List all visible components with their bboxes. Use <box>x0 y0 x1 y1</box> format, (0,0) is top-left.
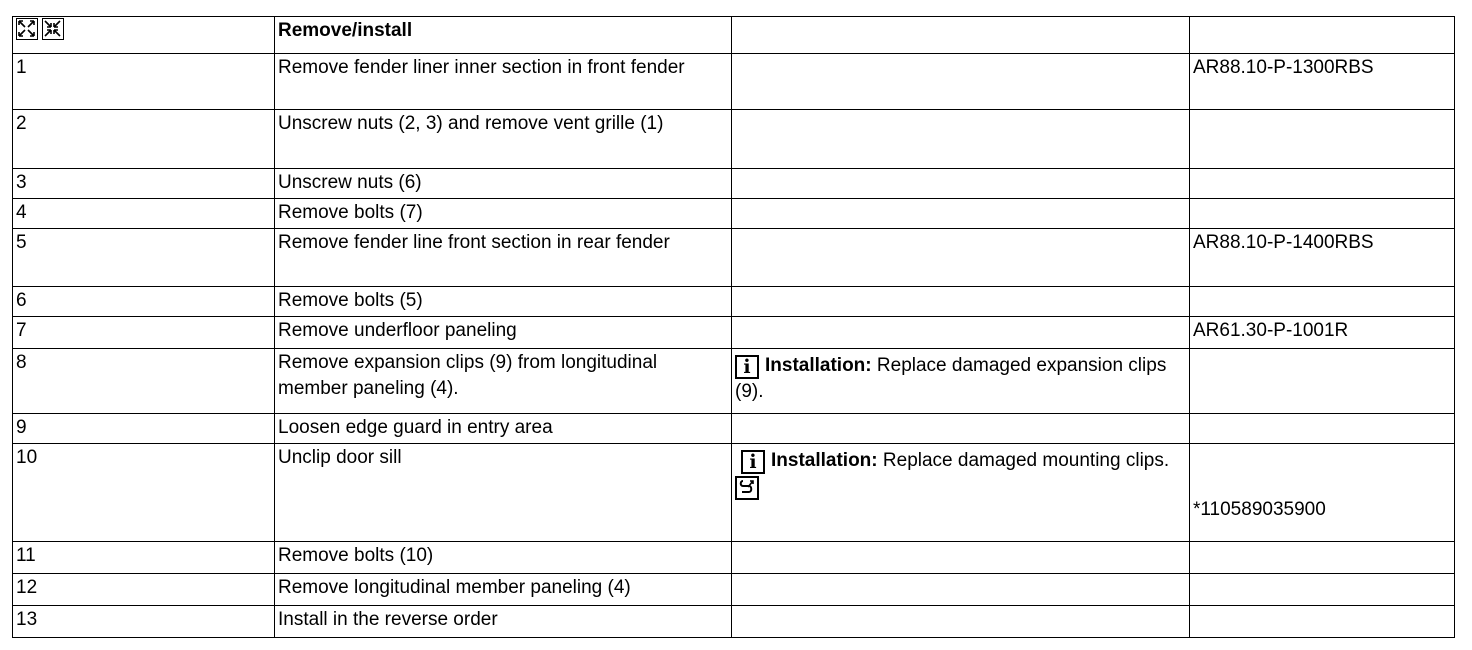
table-row <box>13 199 1455 229</box>
step-note <box>732 317 1190 349</box>
step-note <box>732 54 1190 110</box>
step-text: Remove fender liner inner section in front fender <box>275 54 732 110</box>
step-reference-link[interactable]: AR88.10-P-1400RBS <box>1190 229 1455 287</box>
step-text: Remove bolts (7) <box>275 199 732 229</box>
step-text: Unscrew nuts (2, 3) and remove vent grille (1) <box>275 110 732 169</box>
table-row <box>13 317 1455 349</box>
step-text: Remove longitudinal member paneling (4) <box>275 574 732 606</box>
step-reference-link[interactable]: AR88.10-P-1300RBS <box>1190 54 1455 110</box>
table-header-row <box>13 17 1455 54</box>
step-note <box>732 229 1190 287</box>
step-reference <box>1190 169 1455 199</box>
expand-icon[interactable] <box>16 18 38 40</box>
header-note-cell <box>732 17 1190 54</box>
step-reference <box>1190 110 1455 169</box>
step-note <box>732 444 1190 542</box>
note-title: Installation: <box>771 450 878 471</box>
step-text: Unclip door sill <box>275 444 732 542</box>
note-title: Installation: <box>765 355 872 376</box>
table-row <box>13 169 1455 199</box>
step-reference <box>1190 574 1455 606</box>
step-number: 12 <box>13 574 275 606</box>
step-note <box>732 542 1190 574</box>
table-row <box>13 542 1455 574</box>
step-reference <box>1190 606 1455 638</box>
step-number: 13 <box>13 606 275 638</box>
table-row <box>13 287 1455 317</box>
step-note <box>732 287 1190 317</box>
header-ref-cell <box>1190 17 1455 54</box>
step-text: Loosen edge guard in entry area <box>275 414 732 444</box>
step-note <box>732 349 1190 414</box>
step-number: 6 <box>13 287 275 317</box>
special-tool-icon[interactable] <box>735 476 759 500</box>
step-reference-cell <box>1190 444 1455 542</box>
step-number: 2 <box>13 110 275 169</box>
step-reference <box>1190 287 1455 317</box>
table-row <box>13 54 1455 110</box>
info-icon: i <box>741 450 765 474</box>
tool-number-link[interactable]: *110589035900 <box>1193 499 1326 520</box>
step-text: Install in the reverse order <box>275 606 732 638</box>
step-text: Remove underfloor paneling <box>275 317 732 349</box>
step-text: Unscrew nuts (6) <box>275 169 732 199</box>
table-row <box>13 110 1455 169</box>
step-text: Remove fender line front section in rear fender <box>275 229 732 287</box>
step-reference <box>1190 414 1455 444</box>
step-number: 11 <box>13 542 275 574</box>
step-reference <box>1190 199 1455 229</box>
table-row <box>13 574 1455 606</box>
step-reference <box>1190 542 1455 574</box>
info-icon: i <box>735 355 759 379</box>
step-number: 1 <box>13 54 275 110</box>
step-reference-link[interactable]: AR61.30-P-1001R <box>1190 317 1455 349</box>
step-note <box>732 414 1190 444</box>
collapse-icon[interactable] <box>42 18 64 40</box>
step-number: 7 <box>13 317 275 349</box>
step-text: Remove bolts (10) <box>275 542 732 574</box>
header-icons-cell <box>13 17 275 54</box>
note-text: Replace damaged expansion clips (9). <box>735 355 1167 402</box>
step-text: Remove expansion clips (9) from longitudinal member paneling (4). <box>275 349 732 414</box>
table-row <box>13 229 1455 287</box>
step-text: Remove bolts (5) <box>275 287 732 317</box>
step-reference <box>1190 349 1455 414</box>
table-row <box>13 606 1455 638</box>
table-row <box>13 349 1455 414</box>
step-number: 10 <box>13 444 275 542</box>
header-title: Remove/install <box>275 17 732 54</box>
step-number: 5 <box>13 229 275 287</box>
step-number: 8 <box>13 349 275 414</box>
step-number: 3 <box>13 169 275 199</box>
procedure-table <box>12 16 1455 638</box>
step-number: 4 <box>13 199 275 229</box>
step-number: 9 <box>13 414 275 444</box>
step-note <box>732 199 1190 229</box>
step-note <box>732 606 1190 638</box>
table-row <box>13 444 1455 542</box>
table-row <box>13 414 1455 444</box>
step-note <box>732 574 1190 606</box>
step-note <box>732 169 1190 199</box>
note-text: Replace damaged mounting clips. <box>882 450 1170 471</box>
step-note <box>732 110 1190 169</box>
